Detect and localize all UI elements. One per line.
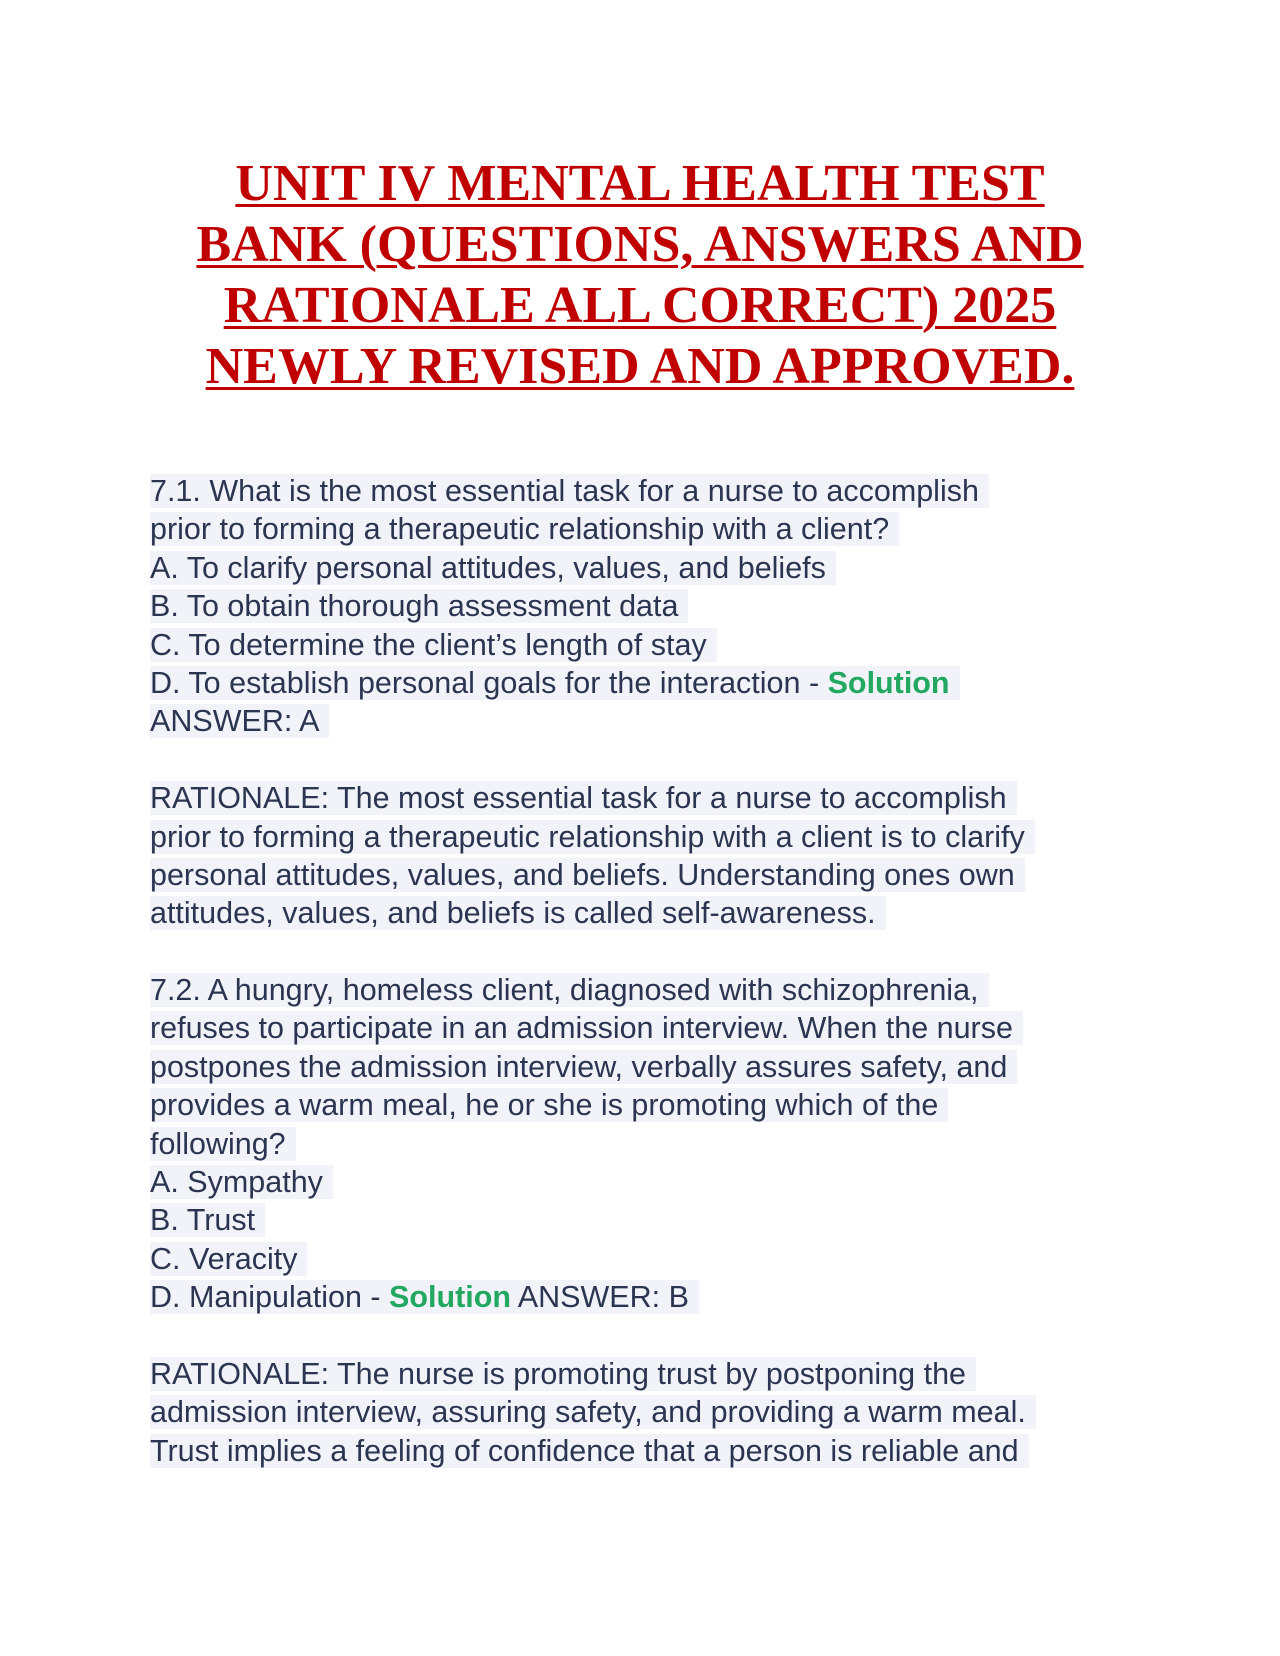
question-text: 7.2. A hungry, homeless client, diagnosed with schizophrenia, [150,973,989,1007]
option-d: D. To establish personal goals for the interaction - Solution [150,666,960,700]
option-a: A. Sympathy [150,1165,333,1199]
solution-label: Solution [389,1280,512,1315]
rationale-text: attitudes, values, and beliefs is called self-awareness. [150,896,886,930]
title-line: BANK (QUESTIONS, ANSWERS AND [196,216,1084,273]
rationale-text: Trust implies a feeling of confidence that a person is reliable and [150,1434,1029,1468]
option-c: C. To determine the client’s length of stay [150,628,717,662]
option-b: B. To obtain thorough assessment data [150,589,688,623]
rationale-text: RATIONALE: The nurse is promoting trust by postponing the [150,1357,976,1391]
document-body [150,472,1150,1470]
document-title [150,153,1130,397]
question-7-2 [150,971,1150,1470]
question-text: 7.1. What is the most essential task for a nurse to accomplish [150,474,989,508]
option-c: C. Veracity [150,1242,307,1276]
rationale-text: admission interview, assuring safety, and providing a warm meal. [150,1395,1036,1429]
rationale-text: RATIONALE: The most essential task for a nurse to accomplish [150,781,1017,815]
option-b: B. Trust [150,1203,265,1237]
title-line: NEWLY REVISED AND APPROVED. [205,338,1075,395]
rationale-text: personal attitudes, values, and beliefs. Understanding ones own [150,858,1025,892]
question-text: postpones the admission interview, verbally assures safety, and [150,1050,1017,1084]
answer-text: ANSWER: B [511,1280,689,1315]
question-text: refuses to participate in an admission interview. When the nurse [150,1011,1023,1045]
question-7-1 [150,472,1150,933]
option-a: A. To clarify personal attitudes, values, and beliefs [150,551,836,585]
question-text: prior to forming a therapeutic relationship with a client? [150,512,899,546]
solution-label: Solution [827,665,950,700]
question-text: provides a warm meal, he or she is promoting which of the [150,1088,948,1122]
title-line: UNIT IV MENTAL HEALTH TEST [235,155,1045,212]
option-d: D. Manipulation - Solution ANSWER: B [150,1280,699,1314]
question-text: following? [150,1127,296,1161]
rationale-text: prior to forming a therapeutic relationship with a client is to clarify [150,820,1035,854]
title-line: RATIONALE ALL CORRECT) 2025 [223,277,1057,334]
answer-text: ANSWER: A [150,704,329,738]
